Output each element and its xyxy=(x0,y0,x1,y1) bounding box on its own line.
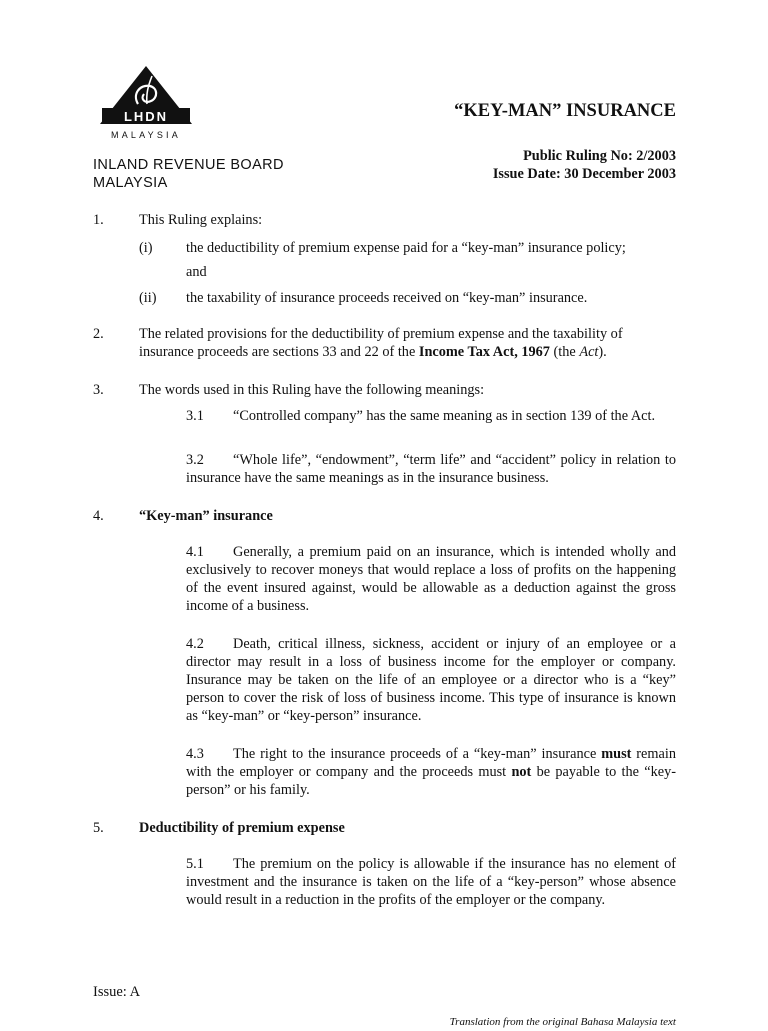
para-4-3: 4.3 The right to the insurance proceeds of a “key-man” insurance must remain with the employer or company and the proceeds must not be payable to the “key-person” or his family. xyxy=(186,746,677,798)
emphasis-must: must xyxy=(601,746,632,762)
para-4-1 xyxy=(186,543,676,615)
org-line-1: INLAND REVENUE BOARD xyxy=(93,157,284,173)
document-title: “KEY-MAN” INSURANCE xyxy=(454,101,676,121)
org-line-2: MALAYSIA xyxy=(93,175,168,191)
item-ii-label: (ii) xyxy=(139,290,157,306)
para-3-2 xyxy=(186,451,676,487)
item-i-and: and xyxy=(186,264,207,280)
para-3-2-number: 3.2 xyxy=(186,452,204,468)
para-4-2 xyxy=(186,635,676,725)
issue-date: Issue Date: 30 December 2003 xyxy=(492,166,676,182)
section-1-number: 1. xyxy=(93,212,104,228)
act-name: Income Tax Act, 1967 xyxy=(418,344,550,360)
item-ii-text: the taxability of insurance proceeds received on “key-man” insurance. xyxy=(186,290,588,306)
logo-caption: MALAYSIA xyxy=(111,130,181,140)
para-4-2-number: 4.2 xyxy=(186,636,204,652)
section-1-text: This Ruling explains: xyxy=(139,212,263,228)
section-4-number: 4. xyxy=(93,508,104,524)
section-2-line-2: insurance proceeds are sections 33 and 22 of the Income Tax Act, 1967 (the Act). xyxy=(139,344,607,360)
logo-text: LHDN xyxy=(123,109,169,124)
section-2-number: 2. xyxy=(93,326,104,342)
organization-name xyxy=(93,156,284,192)
ruling-meta xyxy=(493,147,676,183)
para-3-1 xyxy=(186,407,676,425)
para-4-1-number: 4.1 xyxy=(186,544,204,560)
para-4-2-text: Death, critical illness, sickness, accident or injury of an employee or a director may result in a loss of business income for the employer or company. Insurance may be taken on the life of an employee or a director who is a “key” person to cover the risk of loss of business income. This type of insurance is known as “key-man” or “key-person” insurance. xyxy=(186,636,676,724)
section-2-line-1: The related provisions for the deductibility of premium expense and the taxability of xyxy=(139,326,623,342)
issue-label: Issue: A xyxy=(93,984,141,1000)
para-3-2-text: “Whole life”, “endowment”, “term life” and “accident” policy in relation to insurance have the same meanings as in the insurance business. xyxy=(186,452,676,486)
item-i-label: (i) xyxy=(139,240,153,256)
para-5-1-text: The premium on the policy is allowable if the insurance has no element of investment and the insurance is taken on the life of a “key-person” whose absence would result in a reduction in the profits of the employer or the company. xyxy=(186,856,676,908)
translation-note: Translation from the original Bahasa Malaysia text xyxy=(449,1016,676,1028)
section-5-number: 5. xyxy=(93,820,104,836)
section-4-heading: “Key-man” insurance xyxy=(139,508,273,524)
para-5-1 xyxy=(186,855,676,909)
item-i-text: the deductibility of premium expense paid for a “key-man” insurance policy; xyxy=(186,240,626,256)
section-3-number: 3. xyxy=(93,382,104,398)
para-4-3-number: 4.3 xyxy=(186,746,204,762)
para-3-1-number: 3.1 xyxy=(186,408,204,424)
para-5-1-number: 5.1 xyxy=(186,856,204,872)
section-2-text xyxy=(139,325,676,361)
para-4-1-text: Generally, a premium paid on an insurance, which is intended wholly and exclusively to recover moneys that would replace a loss of profits on the happening of the event insured against, would be allowable as a deduction against the gross income of a business. xyxy=(186,544,676,614)
emphasis-not: not xyxy=(511,764,532,780)
section-3-text: The words used in this Ruling have the following meanings: xyxy=(139,382,485,398)
ruling-number: Public Ruling No: 2/2003 xyxy=(523,148,676,164)
para-3-1-text: “Controlled company” has the same meaning as in section 139 of the Act. xyxy=(233,408,656,424)
section-5-heading: Deductibility of premium expense xyxy=(139,820,345,836)
